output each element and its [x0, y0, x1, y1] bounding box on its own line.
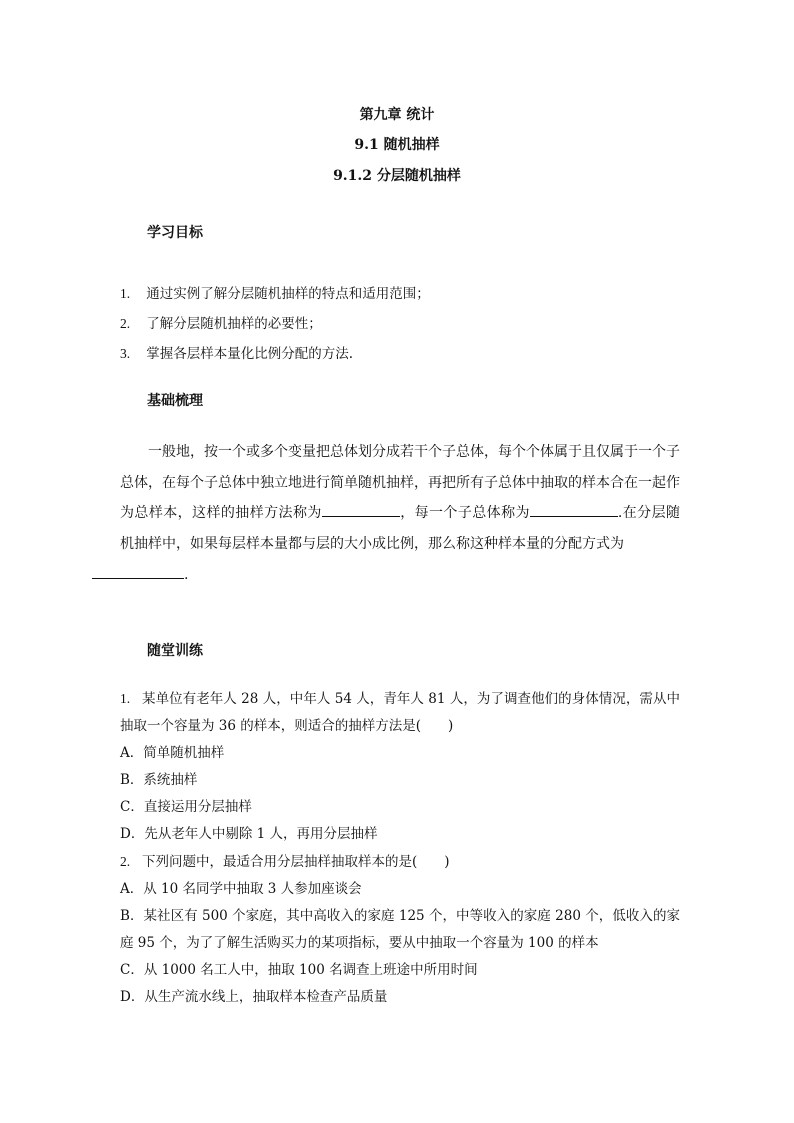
basics-text-3: .在分层随机抽样中，如果每层样本量都与层的大小成比例，那么称这种样本量的分配方式为: [120, 505, 681, 553]
goal-text: 掌握各层样本量化比例分配的方法.: [146, 346, 354, 362]
practice-heading: 随堂训练: [147, 643, 203, 659]
goal-number: 3.: [120, 346, 131, 361]
option-c: C．从 1000 名工人中，抽取 100 名调查上班途中所用时间: [120, 962, 478, 978]
fill-blank-method: [322, 502, 400, 517]
question-1: [120, 685, 680, 848]
subsection-title: 9.1.2 分层随机抽样: [333, 168, 461, 184]
goal-text: 通过实例了解分层随机抽样的特点和适用范围；: [146, 286, 430, 302]
goal-text: 了解分层随机抽样的必要性；: [146, 316, 322, 332]
goals-heading: 学习目标: [147, 225, 203, 241]
option-c: C．直接运用分层抽样: [120, 799, 252, 815]
option-b: B．某社区有 500 个家庭，其中高收入的家庭 125 个，中等收入的家庭 280 个，低收入的家庭 95 个，为了了解生活购买力的某项指标，要从中抽取一个容量为 100 的样本: [120, 908, 680, 951]
option-a: A．从 10 名同学中抽取 3 人参加座谈会: [120, 881, 362, 897]
goal-number: 1.: [120, 286, 131, 301]
question-number: 1.: [120, 691, 131, 706]
basics-text-1: 一般地，按一个或多个变量把总体划分成若干个子总体，每个个体属于且仅属于一个子总体，在每个子总体中独立地进行简单随机抽样，再把所有子总体中抽取的样本合在一起作为总样本，这样的抽样方法称为: [120, 444, 680, 522]
option-a: A．简单随机抽样: [120, 745, 225, 761]
basics-text-2: ，每一个子总体称为: [399, 505, 530, 522]
question-text: 某单位有老年人 28 人，中年人 54 人，青年人 81 人，为了调查他们的身体情况，需从中抽取一个容量为 36 的样本，则适合的抽样方法是( ): [120, 691, 680, 734]
option-d: D．从生产流水线上，抽取样本检查产品质量: [120, 989, 388, 1005]
goal-item: [120, 342, 353, 362]
chapter-title: 第九章 统计: [359, 107, 435, 123]
question-stem: [120, 685, 680, 740]
goal-item: [120, 312, 322, 332]
fill-blank-stratum: [530, 502, 618, 517]
option-b: B．系统抽样: [120, 772, 198, 788]
basics-paragraph: [120, 437, 680, 591]
question-stem: [120, 848, 680, 876]
option-d: D．先从老年人中剔除 1 人，再用分层抽样: [120, 826, 378, 842]
basics-text-4: .: [184, 566, 189, 583]
basics-heading: 基础梳理: [147, 393, 203, 409]
goal-item: [120, 282, 430, 302]
goal-number: 2.: [120, 316, 131, 331]
question-number: 2.: [120, 854, 131, 869]
question-2: [120, 848, 680, 1011]
question-text: 下列问题中，最适合用分层抽样抽取样本的是( ): [142, 854, 450, 870]
fill-blank-allocation: [92, 564, 184, 579]
section-title: 9.1 随机抽样: [354, 137, 440, 153]
